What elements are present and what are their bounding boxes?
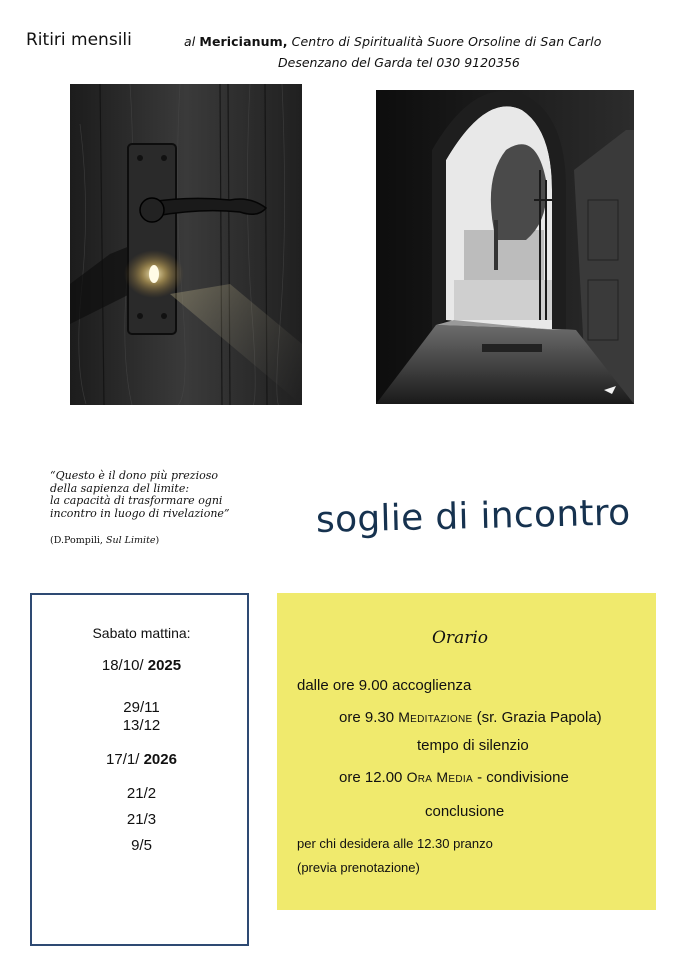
- quote-line: la capacità di trasformare ogni: [50, 494, 223, 508]
- dates-heading: Sabato mattina:: [92, 625, 191, 641]
- venue-description: Centro di Spiritualità Suore Orsoline di San Carlo: [287, 34, 602, 49]
- date-day: 17/1/: [106, 751, 144, 768]
- main-title: soglie di incontro: [315, 492, 631, 541]
- schedule-line: conclusione: [425, 803, 505, 820]
- schedule-line: [339, 709, 602, 726]
- quote-author: (D.Pompili,: [50, 535, 106, 546]
- schedule-note: per chi desidera alle 12.30 pranzo: [297, 836, 493, 851]
- quote-close: ): [155, 535, 160, 546]
- quote-work: Sul Limite: [105, 535, 156, 546]
- date-item: 13/12: [122, 717, 161, 734]
- door-lock-photo: [70, 84, 302, 405]
- venue-address: Desenzano del Garda tel 030 9120356: [278, 55, 520, 70]
- schedule-time: ore 12.00: [339, 769, 407, 786]
- dates-box: [30, 593, 249, 946]
- schedule-detail: (sr. Grazia Papola): [472, 709, 602, 726]
- date-year: 2026: [143, 751, 177, 768]
- schedule-detail: - condivisione: [472, 769, 569, 786]
- date-year: 2025: [147, 657, 182, 674]
- date-item: 21/3: [126, 811, 157, 828]
- date-item: 9/5: [131, 837, 152, 854]
- schedule-box: [277, 593, 656, 910]
- quote-line: incontro in luogo di rivelazione”: [50, 506, 230, 520]
- schedule-activity: Meditazione: [398, 709, 473, 725]
- page-header-title: Ritiri mensili: [26, 30, 132, 50]
- quote-text: [50, 470, 290, 520]
- schedule-line: dalle ore 9.00 accoglienza: [297, 677, 472, 694]
- venue-name: Mericianum,: [199, 34, 288, 49]
- date-item: [32, 751, 251, 768]
- gothic-doorway-photo: [376, 90, 634, 404]
- schedule-time: ore 9.30: [339, 709, 399, 726]
- schedule-note: (previa prenotazione): [297, 860, 420, 875]
- schedule-line: tempo di silenzio: [417, 737, 529, 754]
- quote-line: “Questo è il dono più prezioso: [50, 469, 218, 482]
- schedule-line: [339, 769, 569, 786]
- date-item: [32, 657, 251, 674]
- quote-source: [50, 535, 159, 546]
- date-item: 29/11: [123, 699, 160, 716]
- date-item: 21/2: [126, 785, 157, 802]
- schedule-activity: Ora Media: [406, 769, 473, 785]
- quote-line: della sapienza del limite:: [50, 481, 190, 495]
- schedule-title: Orario: [432, 628, 488, 648]
- venue-prefix: al: [184, 34, 200, 49]
- venue-line: [184, 34, 601, 49]
- date-day: 18/10/: [101, 657, 148, 674]
